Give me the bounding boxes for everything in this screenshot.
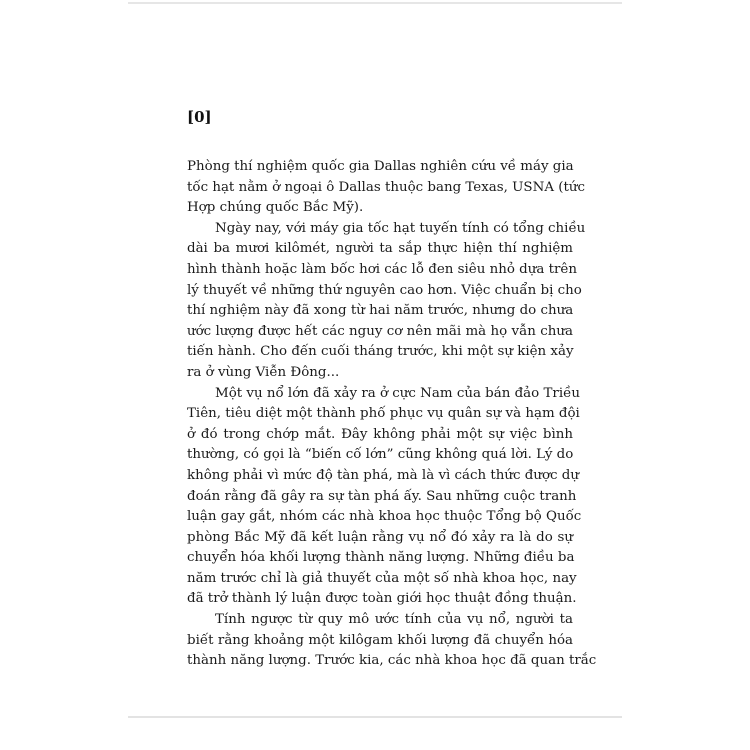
text-line: lý thuyết về những thứ nguyên cao hơn. Việc chuẩn bị cho <box>187 282 582 298</box>
text-line: thường, có gọi là “biến cố lớn” cũng không quá lời. Lý do <box>187 447 574 463</box>
paragraph <box>187 384 582 611</box>
text-line: phòng Bắc Mỹ đã kết luận rằng vụ nổ đó xảy ra là do sự <box>187 529 573 545</box>
page-bottom-edge <box>128 716 622 718</box>
text-line: không phải vì mức độ tàn phá, mà là vì cách thức được dự <box>187 467 580 483</box>
text-line: chuyển hóa khối lượng thành năng lượng. Những điều ba <box>187 550 575 566</box>
chapter-number: [0] <box>187 108 212 126</box>
text-line: đoán rằng đã gây ra sự tàn phá ấy. Sau những cuộc tranh <box>187 488 577 504</box>
body-text <box>187 157 597 672</box>
paragraph <box>187 219 586 384</box>
page-top-edge <box>128 2 622 4</box>
text-line: Ngày nay, với máy gia tốc hạt tuyến tính có tổng chiều <box>215 220 586 236</box>
text-line: luận gay gắt, nhóm các nhà khoa học thuộc Tổng bộ Quốc <box>187 509 582 525</box>
text-line: tiến hành. Cho đến cuối tháng trước, khi một sự kiện xảy <box>187 344 574 360</box>
text-line: năm trước chỉ là giả thuyết của một số nhà khoa học, nay <box>187 570 577 586</box>
text-line: Hợp chúng quốc Bắc Mỹ). <box>187 200 364 216</box>
paragraph <box>187 157 585 219</box>
text-line: hình thành hoặc làm bốc hơi các lỗ đen siêu nhỏ dựa trên <box>187 261 577 277</box>
text-line: tốc hạt nằm ở ngoại ô Dallas thuộc bang Texas, USNA (tức <box>187 179 585 195</box>
text-line: Tính ngược từ quy mô ước tính của vụ nổ, người ta <box>215 612 573 628</box>
text-line: Một vụ nổ lớn đã xảy ra ở cực Nam của bán đảo Triều <box>215 385 580 401</box>
text-line: ở đó trong chớp mắt. Đây không phải một sự việc bình <box>187 426 573 442</box>
text-line: ước lượng được hết các nguy cơ nên mãi mà họ vẫn chưa <box>187 323 573 339</box>
text-line: Phòng thí nghiệm quốc gia Dallas nghiên cứu về máy gia <box>187 159 574 174</box>
text-line: đã trở thành lý luận được toàn giới học thuật đồng thuận. <box>187 591 577 607</box>
text-line: thí nghiệm này đã xong từ hai năm trước, nhưng do chưa <box>187 303 574 319</box>
paragraph <box>187 610 597 672</box>
text-line: biết rằng khoảng một kilôgam khối lượng đã chuyển hóa <box>187 632 573 648</box>
text-line: ra ở vùng Viễn Đông... <box>187 364 340 380</box>
text-line: dài ba mươi kilômét, người ta sắp thực hiện thí nghiệm <box>187 241 573 257</box>
text-line: thành năng lượng. Trước kia, các nhà khoa học đã quan trắc <box>187 653 597 669</box>
text-line: Tiên, tiêu diệt một thành phố phục vụ quân sự và hạm đội <box>187 406 580 422</box>
